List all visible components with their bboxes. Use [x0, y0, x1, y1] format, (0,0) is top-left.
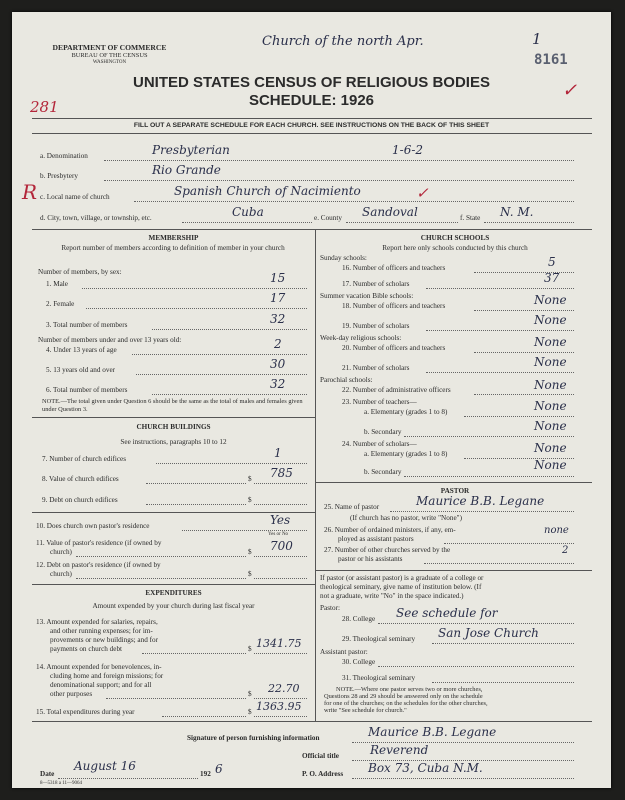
q20-value: None	[534, 335, 567, 349]
q12-debt-label-2: church)	[50, 570, 72, 578]
q6-total-value: 32	[270, 377, 286, 391]
denomination-code: 1-6-2	[392, 143, 424, 157]
q13-line-3: provements or new buildings; and for	[50, 636, 158, 644]
q24b-value: None	[534, 458, 567, 472]
college-intro-line-2: theological seminary, give name of institution below. (If	[320, 583, 482, 591]
membership-note: NOTE.—The total given under Question 6 should be the same as the total of males and females given under Question 3.	[42, 398, 303, 413]
local-name-value: Spanish Church of Nacimiento	[174, 184, 361, 198]
q14-line-1: 14. Amount expended for benevolences, in-	[36, 663, 162, 671]
q26-label-1: 26. Number of ordained ministers, if any, em-	[324, 526, 456, 534]
yes-or-no-hint: Yes or No	[268, 532, 289, 537]
local-name-check: ✓	[416, 184, 429, 202]
q15-total-label: 15. Total expenditures during year	[36, 708, 135, 716]
q13-dollar: $	[248, 645, 252, 653]
year-digit: 6	[215, 762, 223, 776]
q9-debt-label: 9. Debt on church edifices	[42, 496, 118, 504]
q25-note: (If church has no pastor, write "None")	[350, 514, 462, 522]
parochial-schools-label: Parochial schools:	[320, 376, 373, 384]
q6-total-label: 6. Total number of members	[46, 386, 128, 394]
q12-dollar: $	[248, 570, 252, 578]
q25-value: Maurice B.B. Legane	[416, 494, 545, 508]
q26-value: none	[544, 525, 569, 536]
q3-total-value: 32	[270, 312, 286, 326]
date-label: Date	[40, 770, 55, 778]
pastor-note-line-3: for one of the churches; on the schedules for the other churches,	[324, 700, 488, 707]
city-label: WASHINGTON	[92, 60, 127, 65]
sunday-schools-label: Sunday schools:	[320, 254, 367, 262]
signature-label: Signature of person furnishing information	[187, 734, 320, 742]
q22-label: 22. Number of administrative officers	[342, 386, 451, 394]
signature-value: Maurice B.B. Legane	[368, 725, 497, 739]
q21-value: None	[534, 355, 567, 369]
state-label: f. State	[460, 214, 481, 222]
q14-line-2: cluding home and foreign missions; for	[50, 672, 164, 680]
left-letter-mark: R	[22, 180, 38, 204]
q23b-value: None	[534, 419, 567, 433]
q7-edifices-value: 1	[274, 446, 282, 460]
q20-label: 20. Number of officers and teachers	[342, 344, 446, 352]
membership-intro: Report number of members according to definition of member in your church	[61, 244, 285, 252]
q24b-label: b. Secondary	[364, 468, 402, 476]
separate-schedule-instruction: FILL OUT A SEPARATE SCHEDULE FOR EACH CHURCH. SEE INSTRUCTIONS ON THE BACK OF THIS SHEET	[133, 122, 490, 129]
city-town-label: d. City, town, village, or township, etc.	[40, 214, 152, 222]
pastor-note-line-1: NOTE.—Where one pastor serves two or more churches,	[336, 686, 483, 693]
age-intro: Number of members under and over 13 years old:	[38, 336, 182, 344]
q17-value: 37	[544, 271, 560, 285]
college-intro-line-3: not a graduate, write "No" in the space indicated.)	[320, 592, 464, 600]
county-value: Sandoval	[362, 205, 418, 219]
q23a-label: a. Elementary (grades 1 to 8)	[364, 408, 448, 416]
q9-dollar: $	[248, 496, 252, 504]
form-title: UNITED STATES CENSUS OF RELIGIOUS BODIES	[133, 74, 490, 91]
q15-value: 1363.95	[256, 700, 302, 713]
pastor-heading: PASTOR	[440, 487, 470, 495]
state-value: N. M.	[500, 205, 534, 219]
check-mark: ✓	[562, 80, 578, 101]
q26-label-2: ployed as assistant pastors	[338, 535, 414, 543]
q5-over13-label: 5. 13 years old and over	[46, 366, 116, 374]
county-label: e. County	[314, 214, 342, 222]
q17-label: 17. Number of scholars	[342, 280, 410, 288]
census-schedule-sheet	[12, 12, 611, 788]
department-label: DEPARTMENT OF COMMERCE	[52, 43, 167, 52]
q14-line-4: other purposes	[50, 690, 93, 698]
q16-value: 5	[548, 255, 556, 269]
members-by-sex: Number of members, by sex:	[38, 268, 122, 276]
q8-dollar: $	[248, 475, 252, 483]
q19-value: None	[534, 313, 567, 327]
city-town-value: Cuba	[232, 205, 264, 219]
address-value: Box 73, Cuba N.M.	[368, 761, 483, 775]
q15-dollar: $	[248, 708, 252, 716]
official-title-value: Reverend	[370, 743, 429, 757]
q5-over13-value: 30	[270, 357, 286, 371]
q18-value: None	[534, 293, 567, 307]
q23b-label: b. Secondary	[364, 428, 402, 436]
left-number: 281	[30, 98, 59, 116]
local-name-label: c. Local name of church	[40, 193, 110, 201]
assistant-subhead: Assistant pastor:	[320, 648, 368, 656]
q16-label: 16. Number of officers and teachers	[342, 264, 446, 272]
buildings-heading: CHURCH BUILDINGS	[136, 423, 211, 431]
pastor-note-line-2: Questions 28 and 29 should be answered only on the schedule	[324, 693, 483, 700]
q14-value: 22.70	[268, 682, 300, 695]
q22-value: None	[534, 378, 567, 392]
expenditures-heading: EXPENDITURES	[145, 589, 202, 597]
q4-under13-label: 4. Under 13 years of age	[46, 346, 117, 354]
q29-label: 29. Theological seminary	[342, 635, 416, 643]
buildings-sub: See instructions, paragraphs 10 to 12	[120, 438, 227, 446]
q13-line-4: payments on church debt	[50, 645, 123, 653]
q11-value-label-2: church)	[50, 548, 72, 556]
schedule-title: SCHEDULE: 1926	[248, 92, 375, 109]
q1-male-value: 15	[270, 271, 286, 285]
q27-label-1: 27. Number of other churches served by the	[324, 546, 451, 554]
q25-label: 25. Name of pastor	[324, 503, 380, 511]
pastor-subhead: Pastor:	[320, 604, 340, 612]
q24a-label: a. Elementary (grades 1 to 8)	[364, 450, 448, 458]
q4-under13-value: 2	[274, 337, 282, 351]
top-annotation: Church of the north Apr.	[262, 34, 424, 49]
pastor-note-line-4: write "See schedule for church."	[324, 707, 407, 714]
q29-value: San Jose Church	[438, 626, 539, 640]
weekday-schools-label: Week-day religious schools:	[320, 334, 402, 342]
q24a-value: None	[534, 441, 567, 455]
q19-label: 19. Number of scholars	[342, 322, 410, 330]
bureau-label: BUREAU OF THE CENSUS	[71, 52, 148, 59]
stamp-number: 8161	[534, 52, 568, 68]
membership-heading: MEMBERSHIP	[148, 234, 199, 242]
q11-dollar: $	[248, 548, 252, 556]
presbytery-value: Rio Grande	[152, 163, 221, 177]
q8-value-label: 8. Value of church edifices	[42, 475, 119, 483]
q23-label: 23. Number of teachers—	[342, 398, 417, 406]
year-prefix: 192	[200, 770, 211, 778]
q14-dollar: $	[248, 690, 252, 698]
q28-label: 28. College	[342, 615, 376, 623]
summer-schools-label: Summer vacation Bible schools:	[320, 292, 414, 300]
address-label: P. O. Address	[302, 770, 344, 778]
q23a-value: None	[534, 399, 567, 413]
q24-label: 24. Number of scholars—	[342, 440, 417, 448]
q27-value: 2	[562, 545, 569, 556]
q12-debt-label-1: 12. Debt on pastor's residence (if owned by	[36, 561, 161, 569]
q11-value-value: 700	[270, 539, 293, 553]
corner-mark: 1	[532, 30, 542, 48]
schools-heading: CHURCH SCHOOLS	[420, 234, 490, 242]
q28-value: See schedule for	[396, 606, 498, 620]
q11-value-label-1: 11. Value of pastor's residence (if owned by	[36, 539, 162, 547]
form-number: 8—5318 a 11—9064	[40, 781, 83, 786]
q27-label-2: pastor or his assistants	[338, 555, 403, 563]
college-intro-line-1: If pastor (or assistant pastor) is a graduate of a college or	[320, 574, 484, 582]
q21-label: 21. Number of scholars	[342, 364, 410, 372]
official-title-label: Official title	[302, 752, 339, 760]
q14-line-3: denominational support; and for all	[50, 681, 152, 689]
q8-value-value: 785	[270, 466, 293, 480]
expenditures-sub: Amount expended by your church during last fiscal year	[92, 602, 255, 610]
schools-sub: Report here only schools conducted by this church	[382, 244, 528, 252]
q13-value: 1341.75	[256, 637, 302, 650]
presbytery-label: b. Presbytery	[40, 172, 78, 180]
q13-line-1: 13. Amount expended for salaries, repairs,	[36, 618, 158, 626]
q13-line-2: and other running expenses; for im-	[50, 627, 153, 635]
q18-label: 18. Number of officers and teachers	[342, 302, 446, 310]
denomination-label: a. Denomination	[40, 152, 88, 160]
q2-female-value: 17	[270, 291, 286, 305]
date-value: August 16	[74, 759, 136, 773]
q1-male-label: 1. Male	[46, 280, 68, 288]
q30-label: 30. College	[342, 658, 376, 666]
q3-total-label: 3. Total number of members	[46, 321, 128, 329]
q2-female-label: 2. Female	[46, 300, 75, 308]
q31-label: 31. Theological seminary	[342, 674, 416, 682]
q7-edifices-label: 7. Number of church edifices	[42, 455, 127, 463]
q10-residence-value: Yes	[270, 513, 291, 527]
denomination-value: Presbyterian	[152, 143, 230, 157]
q10-residence-label: 10. Does church own pastor's residence	[36, 522, 150, 530]
